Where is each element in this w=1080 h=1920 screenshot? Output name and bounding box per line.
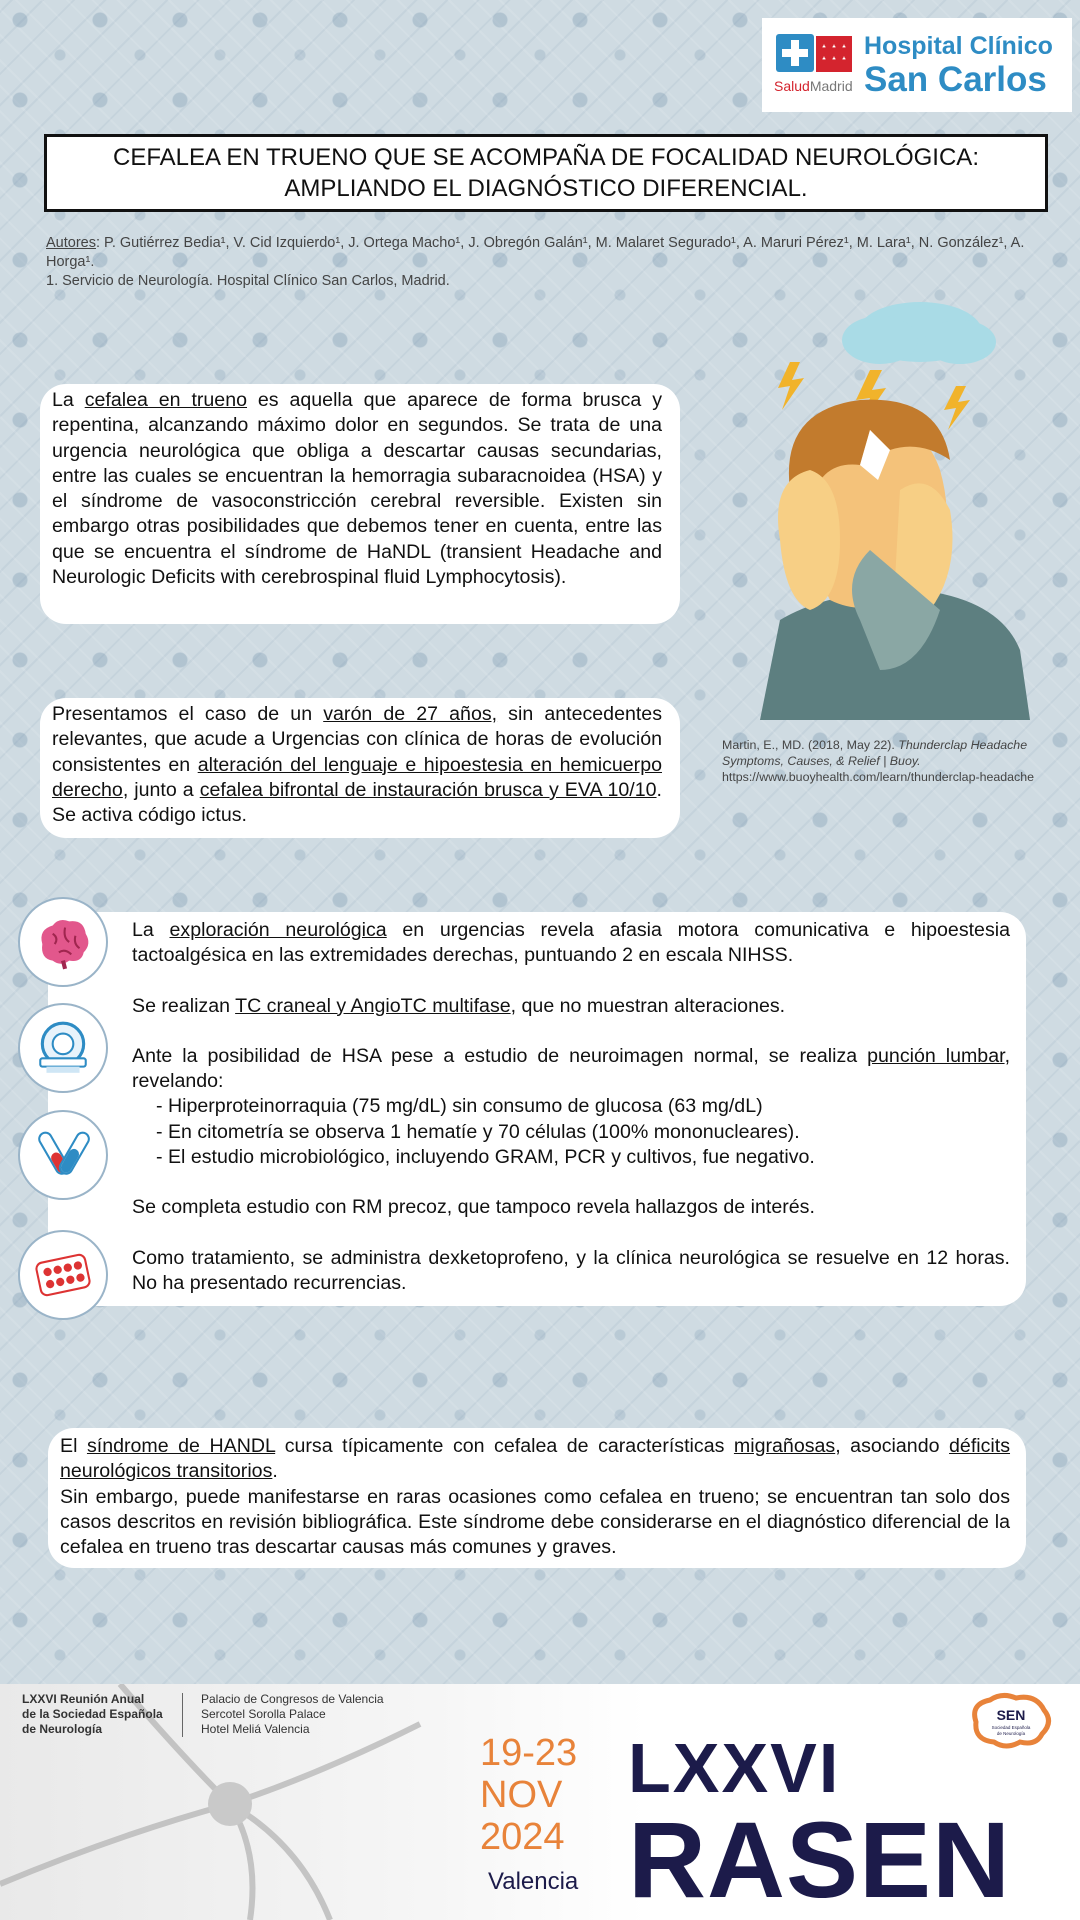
svg-text:SEN: SEN: [996, 1707, 1026, 1723]
brain-icon: [18, 897, 108, 987]
person-holding-head-icon: [760, 400, 1030, 720]
test-tubes-icon: [18, 1110, 108, 1200]
title-line-2: AMPLIANDO EL DIAGNÓSTICO DIFERENCIAL.: [284, 175, 808, 202]
salud-madrid-cross-icon: [776, 34, 814, 72]
title-line-1: CEFALEA EN TRUENO QUE SE ACOMPAÑA DE FOCALIDAD NEUROLÓGICA:: [113, 144, 979, 171]
list-item: - En citometría se observa 1 hematíe y 70 células (100% mononucleares).: [156, 1120, 800, 1143]
headache-illustration: [720, 290, 1040, 720]
hospital-name-line2: San Carlos: [864, 60, 1047, 99]
image-credit: Martin, E., MD. (2018, May 22). Thunderclap Headache Symptoms, Causes, & Relief | Buoy. https://www.buoyhealth.com/learn/thunderclap-headache: [722, 737, 1062, 785]
pills-icon: [18, 1230, 108, 1320]
congress-dates: 19-23 NOV 2024: [480, 1732, 578, 1858]
findings-card: [48, 912, 1026, 1306]
case-card: Presentamos el caso de un varón de 27 años, sin antecedentes relevantes, que acude a Urgencias con clínica de horas de evolución consistentes en alteración del lenguaje e hipoestesia en hemicuerpo derecho, junto a cefalea bifrontal de instauración brusca y EVA 10/10. Se activa código ictus.: [40, 698, 680, 838]
findings-lumbar: Ante la posibilidad de HSA pese a estudio de neuroimagen normal, se realiza punción lumbar, revelando:: [132, 1044, 1011, 1093]
svg-text:de Neurología: de Neurología: [996, 1731, 1026, 1736]
mri-scanner-icon: [18, 1003, 108, 1093]
salud-madrid-text: SaludMadrid: [774, 78, 853, 94]
venues: Palacio de Congresos de Valencia Sercotel Sorolla Palace Hotel Meliá Valencia: [201, 1692, 384, 1736]
conclusion-p2: Sin embargo, puede manifestarse en raras ocasiones como cefalea en trueno; se encuentran tan solo dos casos descritos en revisión bibliográfica. Este síndrome debe considerarse en el diagnóstico diferencial de la cefalea en trueno tras descartar causas más comunes y graves.: [60, 1485, 1010, 1559]
storm-cloud-icon: [842, 302, 996, 364]
madrid-flag-icon: [816, 36, 852, 72]
congress-city: Valencia: [488, 1868, 579, 1895]
sen-logo: [966, 1690, 1056, 1750]
findings-mri: Se completa estudio con RM precoz, que tampoco revela hallazgos de interés.: [132, 1196, 815, 1219]
conclusion-card: El síndrome de HANDL cursa típicamente con cefalea de características migrañosas, asociando déficits neurológicos transitorios. Sin embargo, puede manifestarse en raras ocasiones como cefalea en trueno; se encuentran tan solo dos casos descritos en revisión bibliográfica. Este síndrome debe considerarse en el diagnóstico diferencial de la cefalea en trueno tras descartar causas más comunes y graves.: [48, 1428, 1026, 1568]
hospital-logo: [762, 18, 1072, 112]
list-item: - Hiperproteinorraquia (75 mg/dL) sin consumo de glucosa (63 mg/dL): [156, 1095, 763, 1118]
authors-affiliation: 1. Servicio de Neurología. Hospital Clínico San Carlos, Madrid.: [46, 273, 450, 289]
findings-treatment: Como tratamiento, se administra dexketoprofeno, y la clínica neurológica se resuelve en 12 horas. No ha presentado recurrencias.: [132, 1246, 1010, 1294]
svg-text:Sociedad Española: Sociedad Española: [991, 1725, 1031, 1730]
congress-name: RASEN: [628, 1799, 1012, 1920]
findings-imaging: Se realizan TC craneal y AngioTC multifase, que no muestran alteraciones.: [132, 994, 786, 1017]
term-cefalea-trueno: cefalea en trueno: [84, 389, 248, 411]
findings-exploration: La exploración neurológica en urgencias revela afasia motora comunicativa e hipoestesia tactoalgésica en las extremidades derechas, puntuando 2 en escala NIHSS.: [132, 919, 1010, 967]
list-item: - El estudio microbiológico, incluyendo GRAM, PCR y cultivos, fue negativo.: [156, 1146, 815, 1169]
meeting-name: LXXVI Reunión Anual de la Sociedad Española de Neurología: [22, 1692, 163, 1736]
authors-block: [46, 234, 1046, 291]
congress-number: LXXVI: [628, 1729, 841, 1807]
credit-url: https://www.buoyhealth.com/learn/thunderclap-headache: [722, 770, 1035, 784]
footer-divider: [182, 1693, 183, 1737]
poster-title: [44, 134, 1048, 212]
hospital-name-line1: Hospital Clínico: [864, 32, 1053, 60]
authors-label: Autores: [46, 235, 96, 251]
authors-names: : P. Gutiérrez Bedia¹, V. Cid Izquierdo¹, J. Ortega Macho¹, J. Obregón Galán¹, M. Malaret Segurado¹, A. Maruri Pérez¹, M. Lara¹, N. González¹, A. Horga¹.: [46, 235, 1025, 270]
intro-card: La cefalea en trueno es aquella que aparece de forma brusca y repentina, alcanzando máximo dolor en segundos. Se trata de una urgencia neurológica que obliga a descartar causas secundarias, entre las cuales se encuentran la hemorragia subaracnoidea (HSA) y el síndrome de vasoconstricción cerebral reversible. Existen sin embargo otras posibilidades que debemos tener en cuenta, entre las que se encuentra el síndrome de HaNDL (transient Headache and Neurologic Deficits with cerebrospinal fluid Lymphocytosis).: [40, 384, 680, 624]
